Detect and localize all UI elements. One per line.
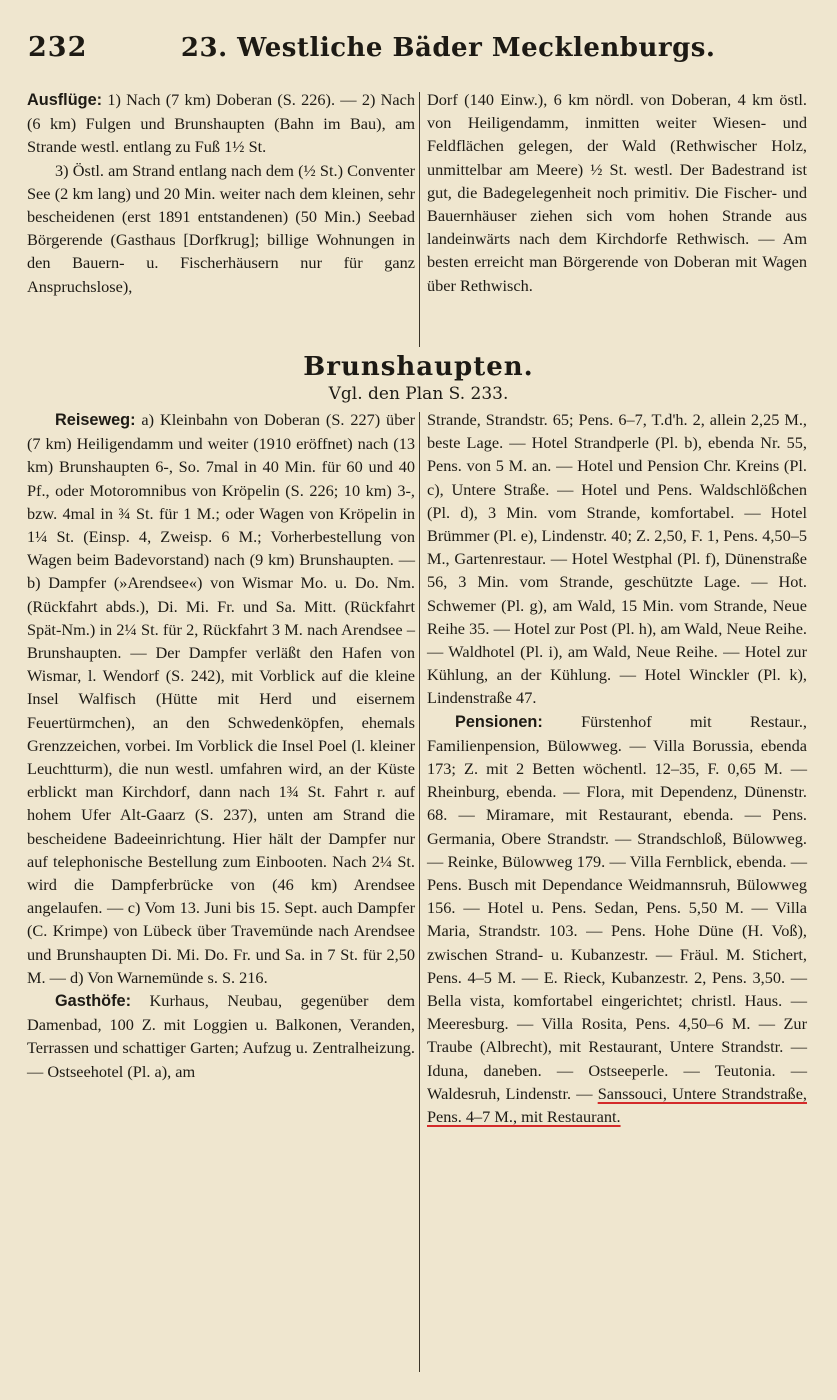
ausfluege-label: Ausflüge:: [27, 91, 103, 109]
bottom-right-column: [427, 408, 807, 1128]
hotels-text: Strande, Strandstr. 65; Pens. 6–7, T.d'h. 2, allein 2,25 M., beste Lage. — Hotel Strandperle (Pl. b), ebenda Nr. 55, Pens. von 5 M. an. — Hotel und Pension Chr. Kreins (Pl. c), Untere Straße. — Hotel und Pens. Waldschlößchen (Pl. d), 3 Min. vom Strande, komfortabel. — Hotel Brümmer (Pl. e), Lindenstr. 40; Z. 2,50, F. 1, Pens. 4,50–5 M., Gartenrestaur. — Hotel Westphal (Pl. f), Dünenstraße 56, 3 Min. vom Strande, geschützte Lage. — Hot. Schwemer (Pl. g), am Wald, 15 Min. vom Strande, Neue Reihe 35. — Hotel zur Post (Pl. h), am Wald, Neue Reihe. — Waldhotel (Pl. i), am Wald, Neue Reihe. — Hotel zur Kühlung, an der Kühlung. — Hotel Winckler (Pl. k), Lindenstraße 47.: [427, 410, 807, 708]
ausfluege-text-2: 3) Östl. am Strand entlang nach dem (½ St.) Conventer See (2 km lang) und 20 Min. weiter nach dem kleinen, sehr bescheidenen (erst 1891 entstandenen) (50 Min.) Seebad Börgerende (Gasthaus [Dorfkrug]; billige Wohnungen in den Bauern- u. Fischerhäusern nur für ganz Anspruchslose),: [27, 160, 415, 296]
hotels-paragraph: [427, 408, 807, 710]
top-left-column: [27, 88, 415, 298]
pensionen-text: Fürstenhof mit Restaur., Familienpension, Bülowweg. — Villa Borussia, ebenda 173; Z. mit 2 Betten wöchentl. 12–35, F. 0,65 M. — Rheinburg, ebenda. — Flora, mit Dependenz, Dünenstr. 68. — Miramare, mit Restaurant, ebenda. — Pens. Germania, Obere Strandstr. — Strandschloß, Bülowweg. — Reinke, Bülowweg 179. — Villa Fernblick, ebenda. — Pens. Busch mit Dependance Weidmannsruh, Bülowweg 156. — Hotel u. Pens. Sedan, Pens. 5,50 M. — Villa Maria, Strandstr. 103. — Pens. Hohe Düne (H. Voß), zwischen Strand- u. Kubanzestr. — Fräul. M. Stichert, Pens. 4–5 M. — E. Rieck, Kubanzestr. 2, Pens. 3,50. — Bella vista, komfortabel eingerichtet; christl. Haus. — Meeresburg. — Villa Rosita, Pens. 4,50–6 M. — Zur Traube (Albrecht), mit Restaurant, Untere Strandstr. — Iduna, daneben. — Ostseeperle. — Teutonia. — Waldesruh, Lindenstr. —: [427, 711, 807, 1103]
reiseweg-label: Reiseweg:: [55, 411, 136, 429]
page-number: 232: [28, 32, 88, 63]
reiseweg-paragraph: [27, 408, 415, 989]
section-heading: [0, 352, 837, 404]
column-divider-bottom: [419, 412, 420, 1372]
ausfluege-paragraph: [27, 88, 415, 159]
pensionen-paragraph: [427, 710, 807, 1129]
reiseweg-text: a) Kleinbahn von Doberan (S. 227) über (7 km) Heiligendamm und weiter (1910 eröffnet) nach (13 km) Brunshaupten 6-, So. 7mal in 40 Min. für 60 und 40 Pf., oder Motoromnibus von Kröpelin (S. 226; 10 km) 3-, bzw. 4mal in ¾ St. für 1 M.; oder Wagen von Kröpelin in 1¼ St. (Einsp. 4, Zweisp. 6 M.; Vorherbestellung von Wagen beim Badevorstand) nach (9 km) Brunshaupten. — b) Dampfer (»Arendsee«) von Wismar Mo. u. Do. Nm. (Rückfahrt abds.), Di. Mi. Fr. und Sa. Mitt. (Rückfahrt Spät-Nm.) in 2¼ St. für 2, Rückfahrt 3 M. nach Arendsee – Brunshaupten. — Der Dampfer verläßt den Hafen von Wismar, l. Wendorf (S. 242), mit Vorblick auf die kleine Insel Walfisch (Hütte mit Herd und eisernem Feuertürmchen), an den Schwedenköpfen, ehemals Grenzzeichen, vorbei. Im Vorblick die Insel Poel (l. kleiner Leuchtturm), die nun westl. umfahren wird, an der Küste erblickt man Kirchdorf, dann nach 1¾ St. Fahrt r. auf hohem Ufer Alt-Gaarz (S. 237), unten am Strand die bescheidene Badeeinrichtung. Hier hält der Dampfer nur auf telephonische Bestellung zum Einbooten. Nach 2¼ St. wird die Dampferbrücke von (46 km) Arendsee angelaufen. — c) Vom 13. Juni bis 15. Sept. auch Dampfer (C. Krimpe) von Lübeck über Travemünde nach Arendsee und Brunshaupten Di. Mi. Do. Fr. und Sa. in 7 St. für 2,50 M. — d) Von Warnemünde s. S. 216.: [27, 410, 415, 987]
page-header: [28, 32, 809, 72]
gasthoefe-label: Gasthöfe:: [55, 992, 131, 1011]
boergerende-text: Dorf (140 Einw.), 6 km nördl. von Doberan, 4 km östl. von Heiligendamm, inmitten weiter Wiesen- und Feldflächen gelegen, der Wald (Rethwischer Holz, unmittelbar am Meere) ½ St. westl. Der Badestrand ist gut, die Badegelegenheit noch primitiv. Die Fischer- und Bauernhäuser ziehen sich vom hohen Strande aus landeinwärts nach dem Kirchdorfe Rethwisch. — Am besten erreicht man Börgerende von Doberan mit Wagen über Rethwisch.: [427, 90, 807, 295]
gasthoefe-text: Kurhaus, Neubau, gegenüber dem Damenbad, 100 Z. mit Loggien u. Balkonen, Veranden, Terrassen und schattiger Garten; Aufzug u. Zentralheizung. — Ostseehotel (Pl. a), am: [27, 991, 415, 1081]
ausfluege-text: 1) Nach (7 km) Doberan (S. 226). — 2) Nach (6 km) Fulgen und Brunshaupten (Bahn im Bau), am Strande westl. entlang zu Fuß 1½ St.: [27, 90, 415, 157]
section-title: Brunshaupten.: [303, 352, 534, 382]
ausfluege-paragraph-2: [27, 159, 415, 298]
top-right-column: [427, 88, 807, 297]
running-title: 23. Westliche Bäder Mecklenburgs.: [180, 33, 716, 63]
boergerende-paragraph: [427, 88, 807, 297]
column-divider-top: [419, 92, 420, 347]
section-reference: Vgl. den Plan S. 233.: [328, 384, 509, 404]
bottom-left-column: [27, 408, 415, 1083]
gasthoefe-paragraph: [27, 989, 415, 1083]
sanssouci-underlined: Sanssouci, Untere Strandstraße, Pens. 4–7 M., mit Restaurant.: [427, 1083, 807, 1127]
pensionen-label: Pensionen:: [455, 712, 543, 731]
